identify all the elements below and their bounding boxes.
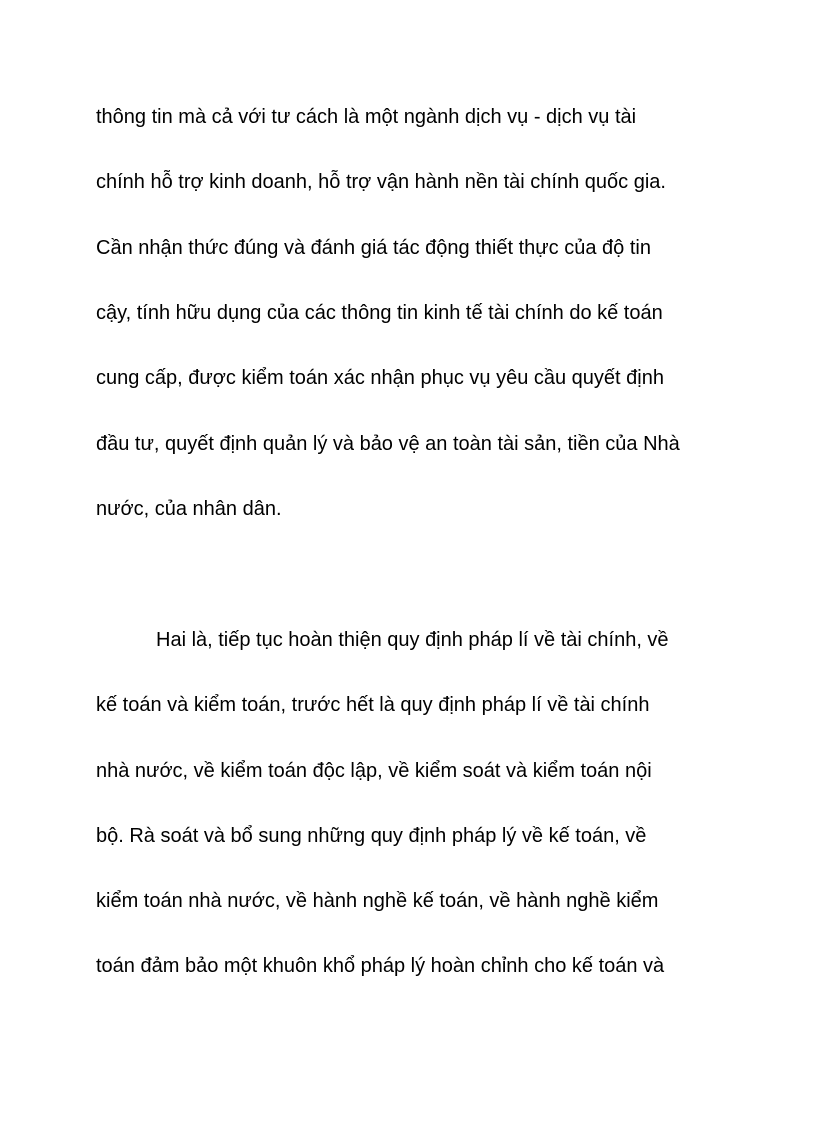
text-line: chính hỗ trợ kinh doanh, hỗ trợ vận hành nền tài chính quốc gia. xyxy=(96,171,666,193)
text-line: Cần nhận thức đúng và đánh giá tác động thiết thực của độ tin xyxy=(96,237,651,259)
text-line: kiểm toán nhà nước, về hành nghề kế toán, về hành nghề kiểm xyxy=(96,890,659,912)
text-line: Hai là, tiếp tục hoàn thiện quy định pháp lí về tài chính, về xyxy=(156,629,669,651)
text-line: toán đảm bảo một khuôn khổ pháp lý hoàn chỉnh cho kế toán và xyxy=(96,955,665,977)
text-line: nước, của nhân dân. xyxy=(96,498,282,520)
text-line: bộ. Rà soát và bổ sung những quy định pháp lý về kế toán, về xyxy=(96,825,647,847)
text-line: cậy, tính hữu dụng của các thông tin kinh tế tài chính do kế toán xyxy=(96,302,663,324)
text-line: kế toán và kiểm toán, trước hết là quy định pháp lí về tài chính xyxy=(96,694,650,716)
text-line: đầu tư, quyết định quản lý và bảo vệ an toàn tài sản, tiền của Nhà xyxy=(96,433,680,455)
text-line: cung cấp, được kiểm toán xác nhận phục vụ yêu cầu quyết định xyxy=(96,367,664,389)
text-line: thông tin mà cả với tư cách là một ngành dịch vụ - dịch vụ tài xyxy=(96,106,637,128)
text-line: nhà nước, về kiểm toán độc lập, về kiểm soát và kiểm toán nội xyxy=(96,760,652,782)
